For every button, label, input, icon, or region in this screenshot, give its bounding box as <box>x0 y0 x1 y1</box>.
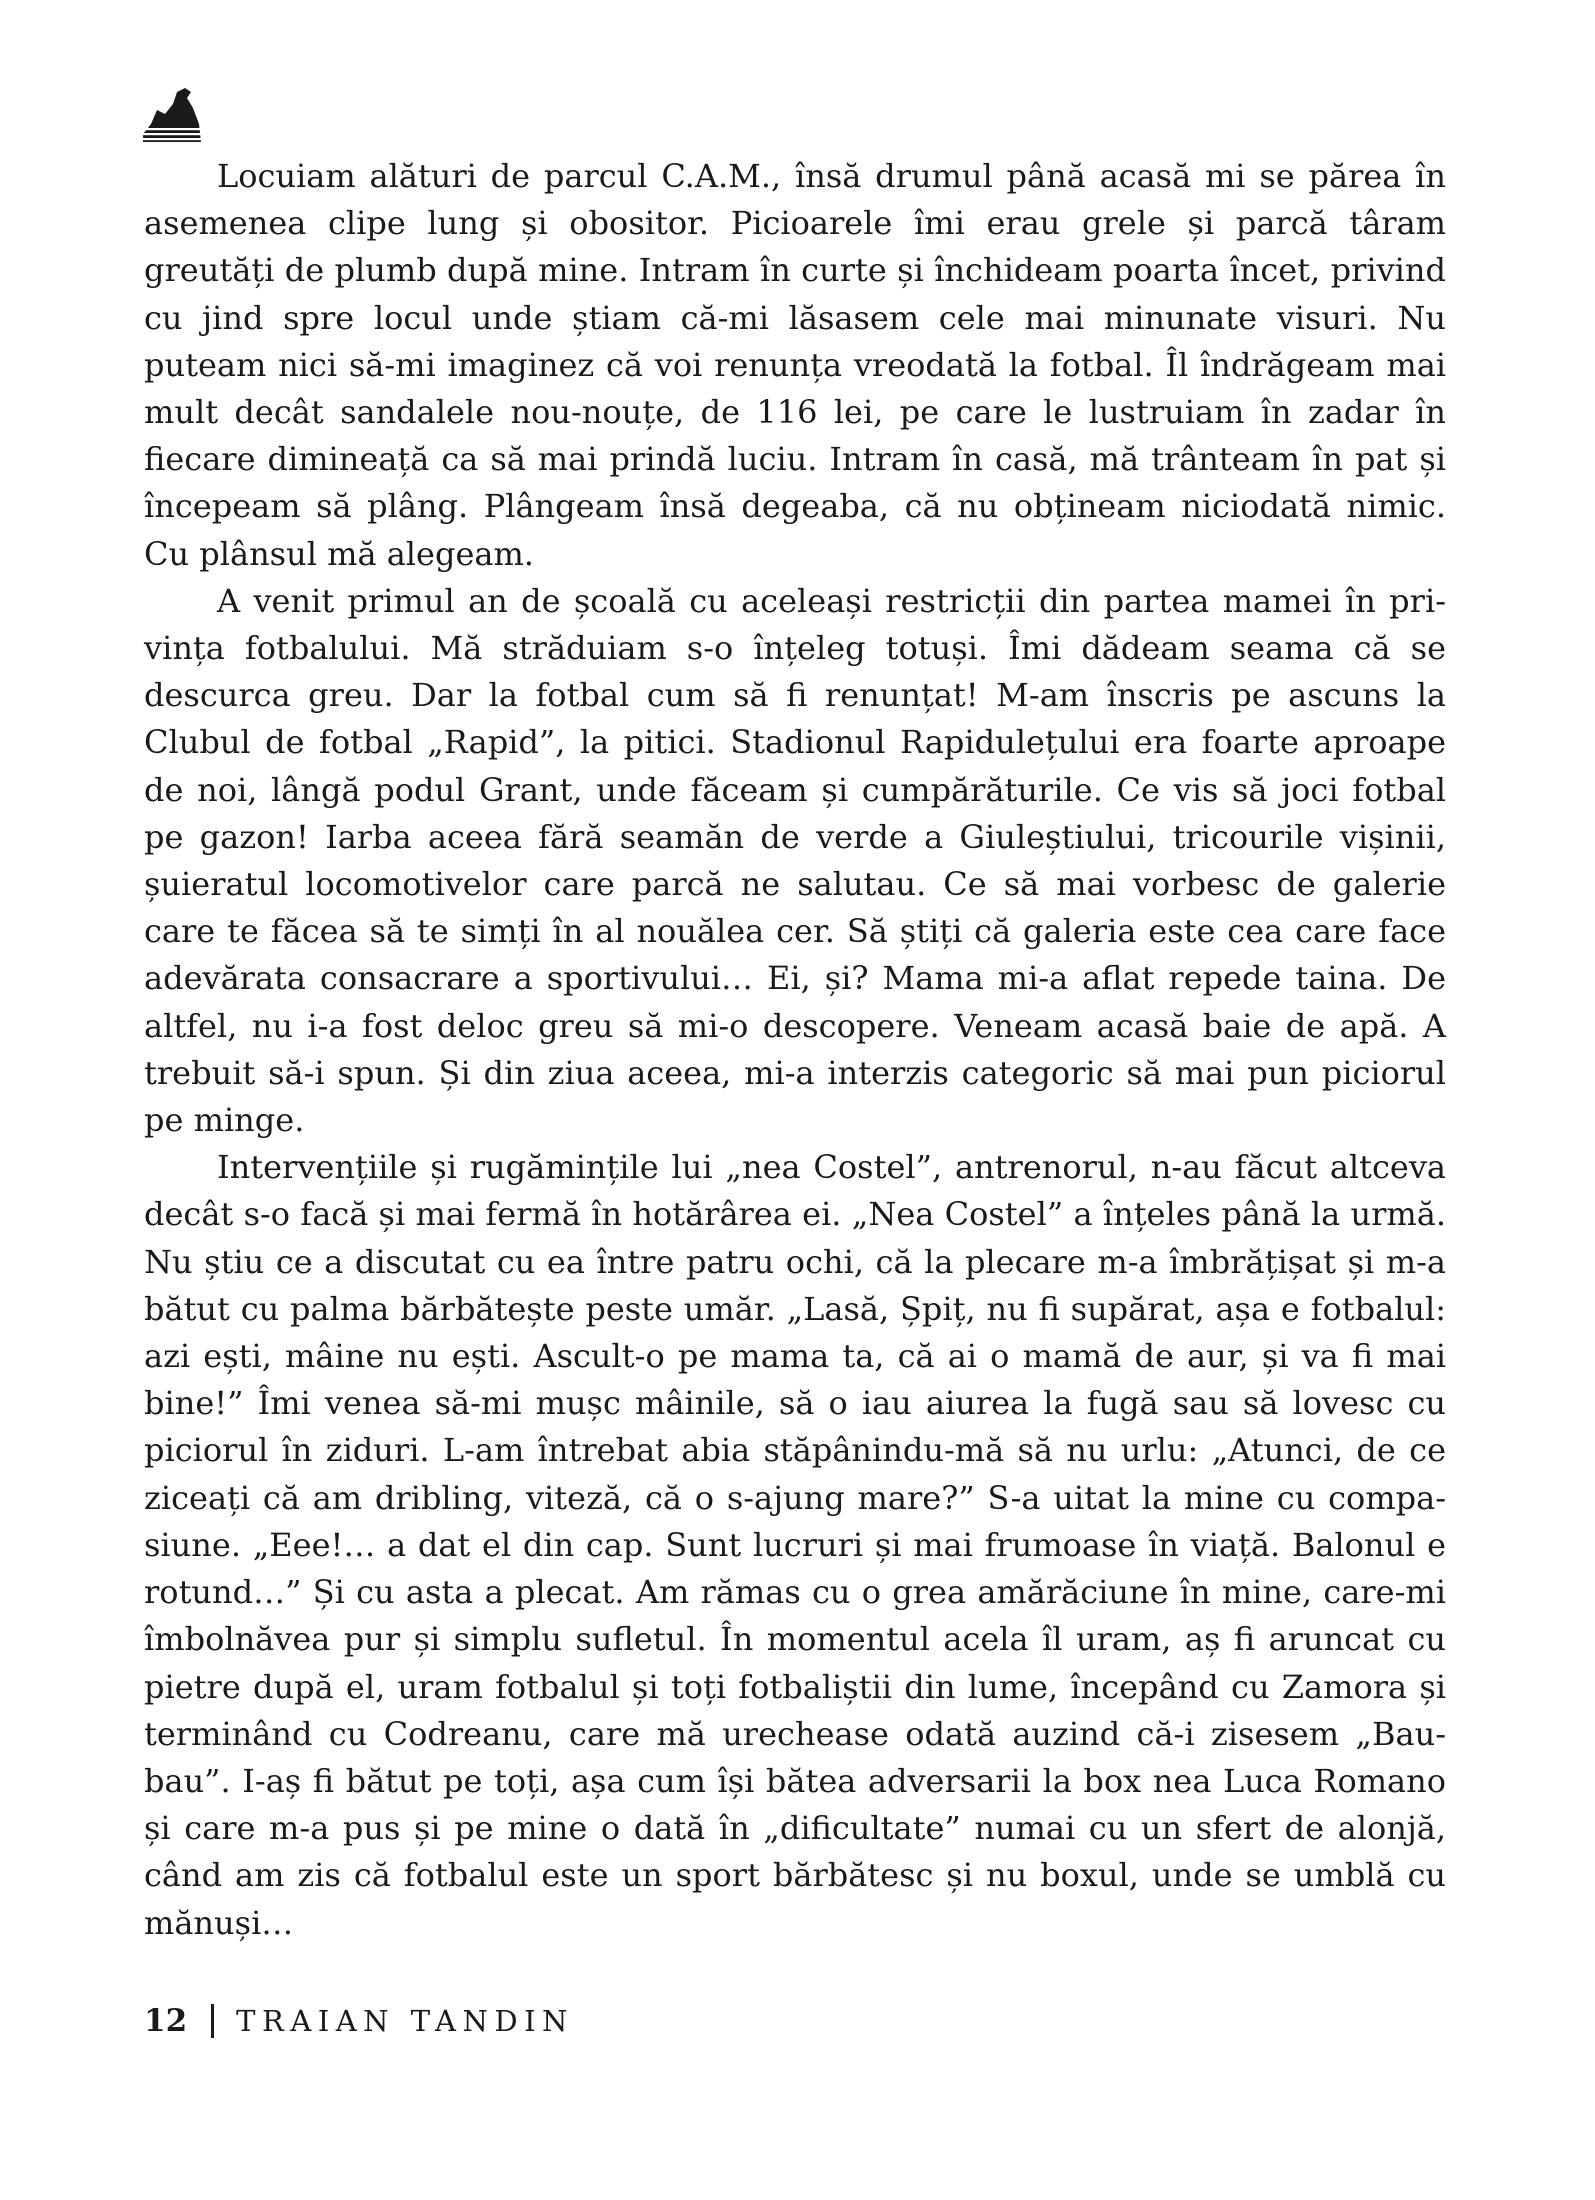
paragraph-3: Intervențiile și rugămințile lui „nea Costel”, antrenorul, n-au făcut altceva decât s-o facă și mai fermă în hotărârea ei. „Nea Costel” a înțeles până la urmă. Nu știu ce a discutat cu ea între patru ochi, că la plecare m-a îmbrățișat și m-a bătut cu palma bărbătește peste umăr. „Lasă, Șpiț, nu fi supărat, așa e fotbalul: azi ești, mâine nu ești. Ascult-o pe mama ta, că ai o mamă de aur, și va fi mai bine!” Îmi venea să-mi mușc mâinile, să o iau aiurea la fugă sau să lovesc cu piciorul în ziduri. L-am întrebat abia stăpânindu-mă să nu urlu: „Atunci, de ce ziceați că am dribling, viteză, că o s-ajung mare?” S-a uitat la mine cu compasiune. „Eee!… a dat el din cap. Sunt lucruri și mai frumoase în viață. Balonul e rotund…” Și cu asta a plecat. Am rămas cu o grea amărăciune în mine, care-mi îmbolnăvea pur și simplu sufletul. În momentul acela îl uram, aș fi aruncat cu pietre după el, uram fotbalul și toți fotbaliștii din lume, începând cu Zamora și terminând cu Codreanu, care mă urechease odată auzind că-i zisesem „Bau-bau”. I-aș fi bătut pe toți, așa cum își bătea adversarii la box nea Luca Romano și care m-a pus și pe mine o dată în „dificultate” numai cu un sfert de alonjă, când am zis că fotbalul este un sport bărbătesc și nu boxul, unde se umblă cu mănuși… <box>144 1148 1446 1942</box>
paragraph-2: A venit primul an de școală cu aceleași restricții din partea mamei în privința fotbalului. Mă străduiam s-o înțeleg totuși. Îmi dădeam seama că se descurca greu. Dar la fotbal cum să fi renunțat! M-am înscris pe ascuns la Clubul de fotbal „Rapid”, la pitici. Stadionul Rapidulețului era foarte aproape de noi, lângă podul Grant, unde făceam și cumpărăturile. Ce vis să joci fotbal pe gazon! Iarba aceea fără seamăn de verde a Giuleștiului, tricourile vișinii, șuieratul locomotivelor care parcă ne salutau. Ce să mai vorbesc de galerie care te făcea să te simți în al nouălea cer. Să știți că galeria este cea care face adevărata consacrare a sportivului… Ei, și? Mama mi-a aflat repede taina. De altfel, nu i-a fost deloc greu să mi-o descopere. Veneam acasă baie de apă. A trebuit să-i spun. Și din ziua aceea, mi-a interzis categoric să mai pun piciorul pe minge. <box>144 581 1446 1140</box>
page-footer <box>144 2003 574 2039</box>
footer-separator <box>211 2004 214 2038</box>
author-name: TRAIAN TANDIN <box>236 2004 574 2038</box>
paragraph-1: Locuiam alături de parcul C.A.M., însă drumul până acasă mi se părea în asemenea clipe lung și obositor. Picioarele îmi erau grele și parcă târam greutăți de plumb după mine. Intram în curte și închideam poarta încet, privind cu jind spre locul unde știam că-mi lăsasem cele mai minunate visuri. Nu puteam nici să-mi imaginez că voi renunța vreodată la fotbal. Îl îndrăgeam mai mult decât sandalele nou-nouțe, de 116 lei, pe care le lustruiam în zadar în fiecare dimineață ca să mai prindă luciu. Intram în casă, mă trânteam în pat și începeam să plâng. Plângeam însă degeaba, că nu obțineam niciodată nimic. Cu plânsul mă alegeam. <box>144 157 1446 573</box>
page-number: 12 <box>144 2003 188 2039</box>
body-text <box>144 153 1446 1947</box>
publisher-logo-icon <box>141 84 203 146</box>
